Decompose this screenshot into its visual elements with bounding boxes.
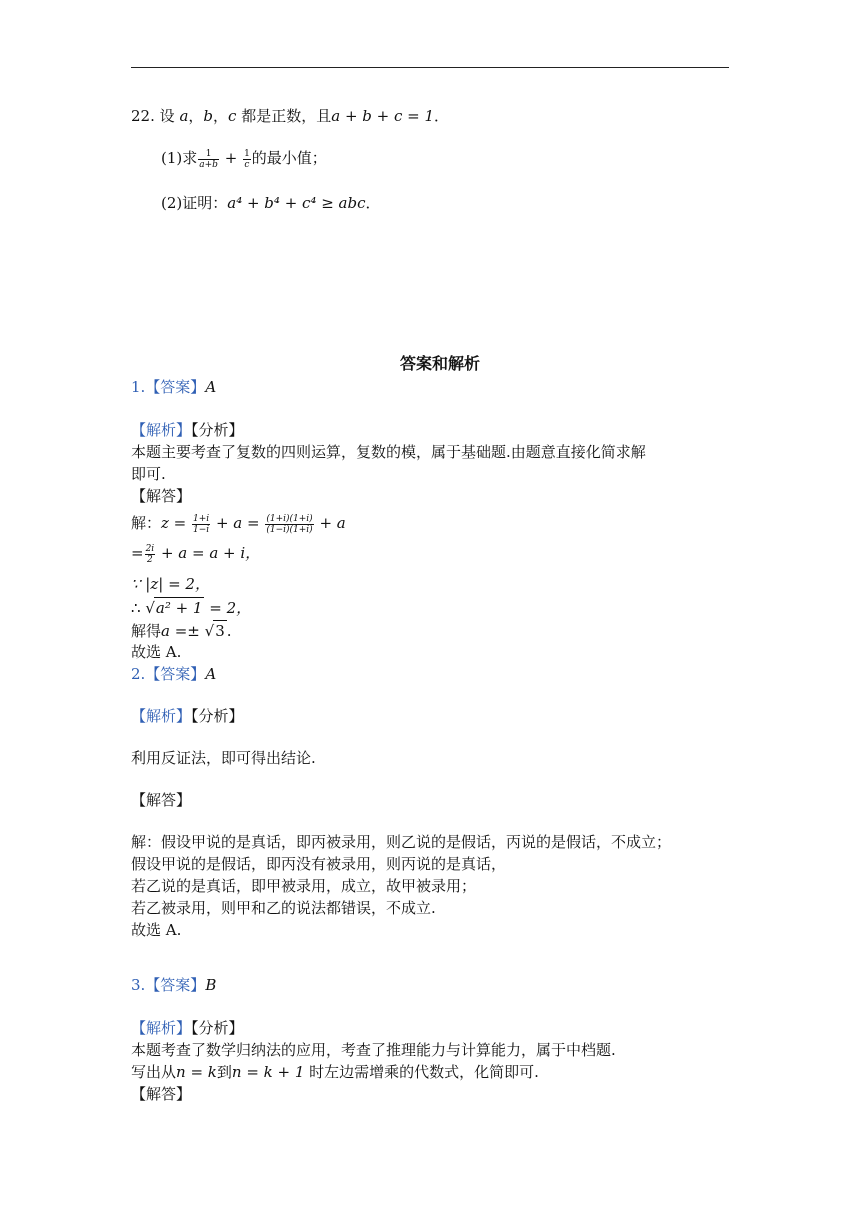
answer-2-solution-step: 解：假设甲说的是真话，即丙被录用，则乙说的是假话，丙说的是假话，不成立； (131, 833, 672, 851)
fraction-1: $\frac{1}{a+b}$ (199, 148, 218, 170)
answer-1-analysis-line: 本题主要考查了复数的四则运算，复数的模，属于基础题.由题意直接化简求解 (131, 443, 646, 461)
answer-1-solution-step: = $\frac{2i}{2}$ + a = a + i， (131, 543, 261, 565)
answer-1-label: 1.【答案】A (131, 378, 217, 396)
answer-1-solution-tag: 【解答】 (131, 487, 192, 505)
question-22-part1: (1)求 $\frac{1}{a+b}$ + $\frac{1}{c}$ 的最小值； (161, 148, 327, 170)
answers-title: 答案和解析 (400, 354, 481, 373)
answer-2-analysis-tag: 【解析】【分析】 (131, 707, 244, 725)
answer-1-solution-step: 解：z = $\frac{1+i}{1-i}$ + a = $\frac{(1+i)(1+i)}{(1-i)(1+i)}$ + a (131, 513, 346, 535)
question-22-stem: 22. 设 a，b，c 都是正数，且a + b + c = 1． (131, 107, 450, 125)
answer-2-label: 2.【答案】A (131, 665, 217, 683)
answer-1-analysis-tag: 【解析】【分析】 (131, 421, 244, 439)
answer-1-analysis-line: 即可. (131, 465, 166, 483)
answer-3-analysis-tag: 【解析】【分析】 (131, 1019, 244, 1037)
answer-2-solution-step: 若乙被录用，则甲和乙的说法都错误，不成立. (131, 899, 436, 917)
answer-1-solution-step: 解得a =± √3 . (131, 622, 232, 640)
question-22-part2: (2)证明：a⁴ + b⁴ + c⁴ ≥ abc． (161, 194, 381, 212)
answer-2-solution-step: 若乙说的是真话，即甲被录用，成立，故甲被录用； (131, 877, 477, 895)
answer-3-value: B (205, 976, 217, 994)
answer-1-solution-step: ∵ |z| = 2， (131, 575, 210, 593)
inequality-formula: a⁴ + b⁴ + c⁴ ≥ abc (227, 194, 366, 212)
answer-3-analysis-line: 写出从n = k到n = k + 1 时左边需增乘的代数式，化简即可. (131, 1063, 539, 1081)
answer-2-solution-tag: 【解答】 (131, 791, 192, 809)
answer-1-solution-step: ∴ √a² + 1 = 2， (131, 599, 252, 617)
answer-2-analysis-line: 利用反证法，即可得出结论. (131, 749, 316, 767)
answer-3-analysis-line: 本题考查了数学归纳法的应用，考查了推理能力与计算能力，属于中档题. (131, 1041, 616, 1059)
condition-formula: a + b + c = 1 (331, 107, 435, 125)
answer-1-choose: 故选 A. (131, 643, 182, 661)
answer-2-solution-step: 假设甲说的是假话，即丙没有被录用，则丙说的是真话， (131, 855, 507, 873)
header-rule (131, 67, 729, 68)
answer-2-choose: 故选 A. (131, 921, 182, 939)
answer-1-value: A (205, 378, 217, 396)
answer-3-label: 3.【答案】B (131, 976, 217, 994)
answer-2-value: A (205, 665, 217, 683)
fraction-2: $\frac{1}{c}$ (244, 148, 250, 170)
answer-3-solution-tag: 【解答】 (131, 1085, 192, 1103)
question-number: 22. (131, 107, 155, 125)
